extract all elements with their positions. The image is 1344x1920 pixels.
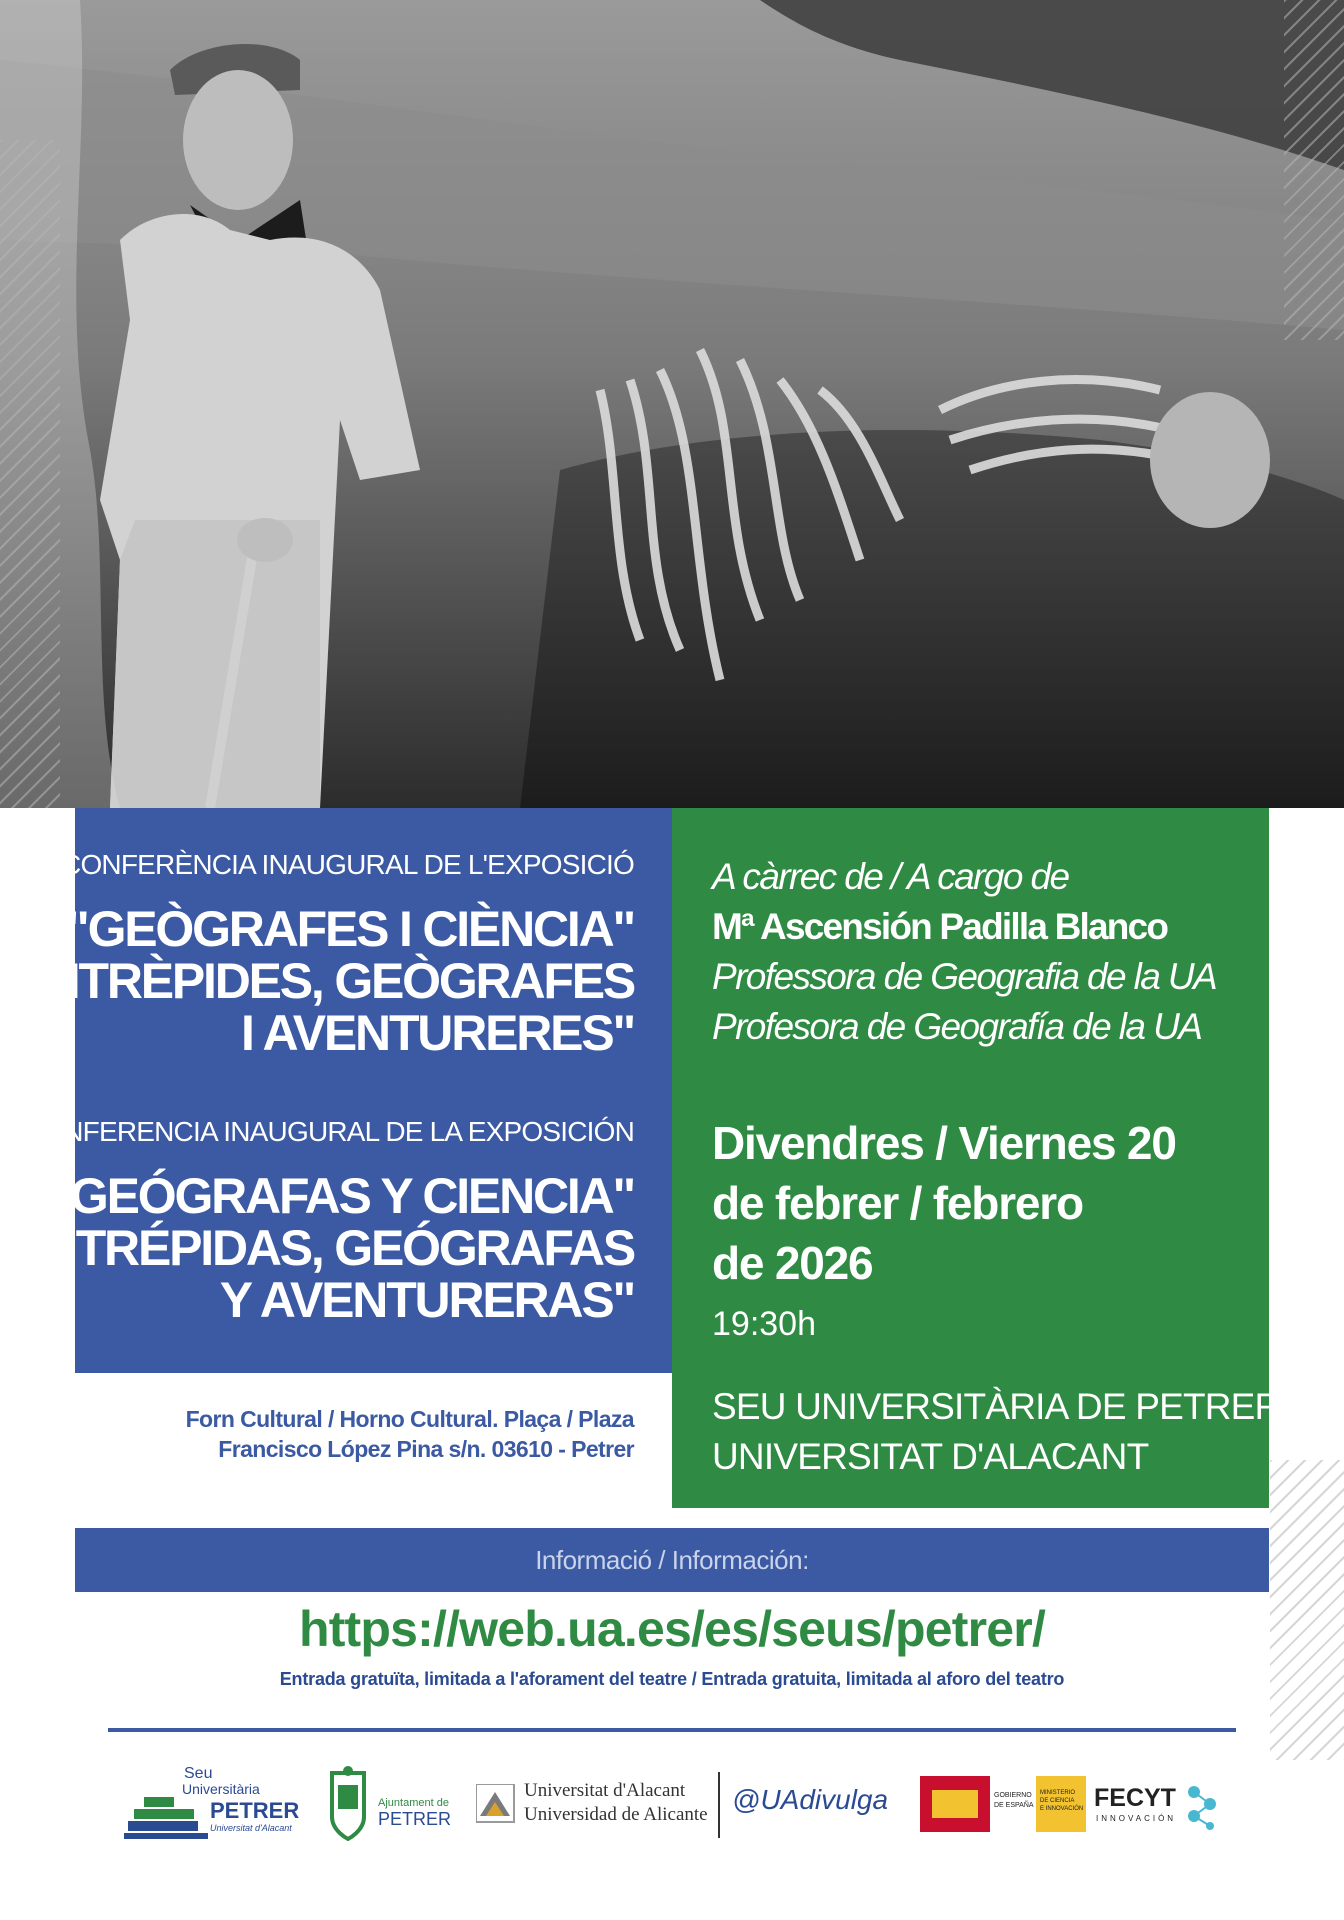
event-details-panel — [672, 808, 1281, 1508]
ajuntament-logo-line-2: PETRER — [378, 1809, 452, 1829]
info-bar: Informació / Información: — [75, 1528, 1269, 1592]
ua-logo-line-2: Universidad de Alicante — [524, 1804, 708, 1825]
speaker-intro: A càrrec de / A cargo de — [712, 856, 1069, 897]
seu-petrer-logo — [124, 1765, 300, 1845]
ua-mark-icon — [476, 1784, 516, 1824]
title-catalan-line-2: "INTRÈPIDES, GEÒGRAFES — [11, 953, 634, 1009]
ministry-yellow-block — [1036, 1776, 1086, 1832]
ministry-line-1: MINISTERIO — [1040, 1790, 1076, 1796]
ministry-line-2: DE CIENCIA — [1040, 1798, 1075, 1804]
speaker-name: Mª Ascensión Padilla Blanco — [712, 906, 1168, 947]
seu-stairs-icon — [124, 1793, 210, 1841]
seu-logo-line-4: Universitat d'Alacant — [210, 1823, 292, 1833]
gobierno-espana-logo — [920, 1776, 1086, 1832]
ua-logo-line-1: Universitat d'Alacant — [524, 1780, 686, 1801]
logo-separator — [718, 1772, 720, 1838]
seu-logo-line-1: Seu — [184, 1765, 213, 1782]
petrer-shield-icon — [324, 1765, 372, 1841]
event-time: 19:30h — [712, 1305, 816, 1343]
kicker-spanish: CONFERENCIA INAUGURAL DE LA EXPOSICIÓN — [22, 1116, 634, 1147]
spain-crest-icon — [932, 1790, 978, 1818]
title-catalan-line-1: "GEÒGRAFES I CIÈNCIA" — [66, 901, 634, 957]
ministry-line-3: E INNOVACIÓN — [1040, 1806, 1084, 1812]
seu-logo-line-3: PETRER — [210, 1798, 300, 1823]
title-catalan-line-3: I AVENTURERES" — [241, 1005, 634, 1061]
speaker-role-catalan: Professora de Geografia de la UA — [712, 956, 1217, 997]
seu-logo-line-2: Universitària — [182, 1781, 260, 1797]
event-date-line-3: de 2026 — [712, 1237, 873, 1289]
hatch-decoration-left — [0, 140, 60, 808]
hero-illustration — [0, 0, 1344, 808]
fecyt-logo — [1094, 1782, 1224, 1832]
fecyt-name: FECYT — [1094, 1784, 1176, 1812]
fecyt-sub: INNOVACIÓN — [1096, 1814, 1177, 1823]
kicker-catalan: CONFERÈNCIA INAUGURAL DE L'EXPOSICIÓ — [61, 849, 634, 880]
uadivulga-rest: divulga — [799, 1784, 889, 1815]
hatch-decoration-right — [1284, 0, 1344, 340]
address-line-2: Francisco López Pina s/n. 03610 - Petrer — [218, 1436, 634, 1462]
title-spanish-line-3: Y AVENTURERAS" — [219, 1272, 634, 1328]
title-spanish-line-2: "INTRÉPIDAS, GEÓGRAFAS — [8, 1220, 634, 1276]
event-date-line-2: de febrer / febrero — [712, 1177, 1083, 1229]
footer-divider — [108, 1728, 1236, 1732]
hero-photo — [0, 0, 1344, 808]
uadivulga-logo — [732, 1784, 892, 1824]
event-date-line-1: Divendres / Viernes 20 — [712, 1117, 1176, 1169]
ajuntament-logo-line-1: Ajuntament de — [378, 1797, 449, 1809]
gobierno-line-1: GOBIERNO — [994, 1792, 1032, 1799]
exhibition-title-panel — [8, 808, 672, 1373]
water-flask-illustration — [1150, 392, 1270, 528]
uadivulga-at: @ — [732, 1784, 761, 1815]
entry-note: Entrada gratuïta, limitada a l'aforament del teatre / Entrada gratuita, limitada al aforo del teatro — [279, 1669, 1065, 1689]
ajuntament-petrer-logo — [324, 1765, 452, 1845]
fecyt-molecule-icon — [1186, 1782, 1222, 1830]
uadivulga-ua: UA — [760, 1784, 800, 1815]
speaker-role-spanish: Profesora de Geografía de la UA — [712, 1006, 1202, 1047]
venue-line-1: SEU UNIVERSITÀRIA DE PETRER — [712, 1386, 1281, 1427]
address-line-1: Forn Cultural / Horno Cultural. Plaça / Plaza — [185, 1406, 634, 1432]
info-url-link[interactable]: https://web.ua.es/es/seus/petrer/ — [298, 1601, 1046, 1657]
ua-logo — [476, 1778, 716, 1838]
venue-line-2: UNIVERSITAT D'ALACANT — [712, 1436, 1149, 1477]
gobierno-line-2: DE ESPAÑA — [994, 1802, 1034, 1809]
title-spanish-line-1: "GEÓGRAFAS Y CIENCIA" — [48, 1168, 634, 1224]
